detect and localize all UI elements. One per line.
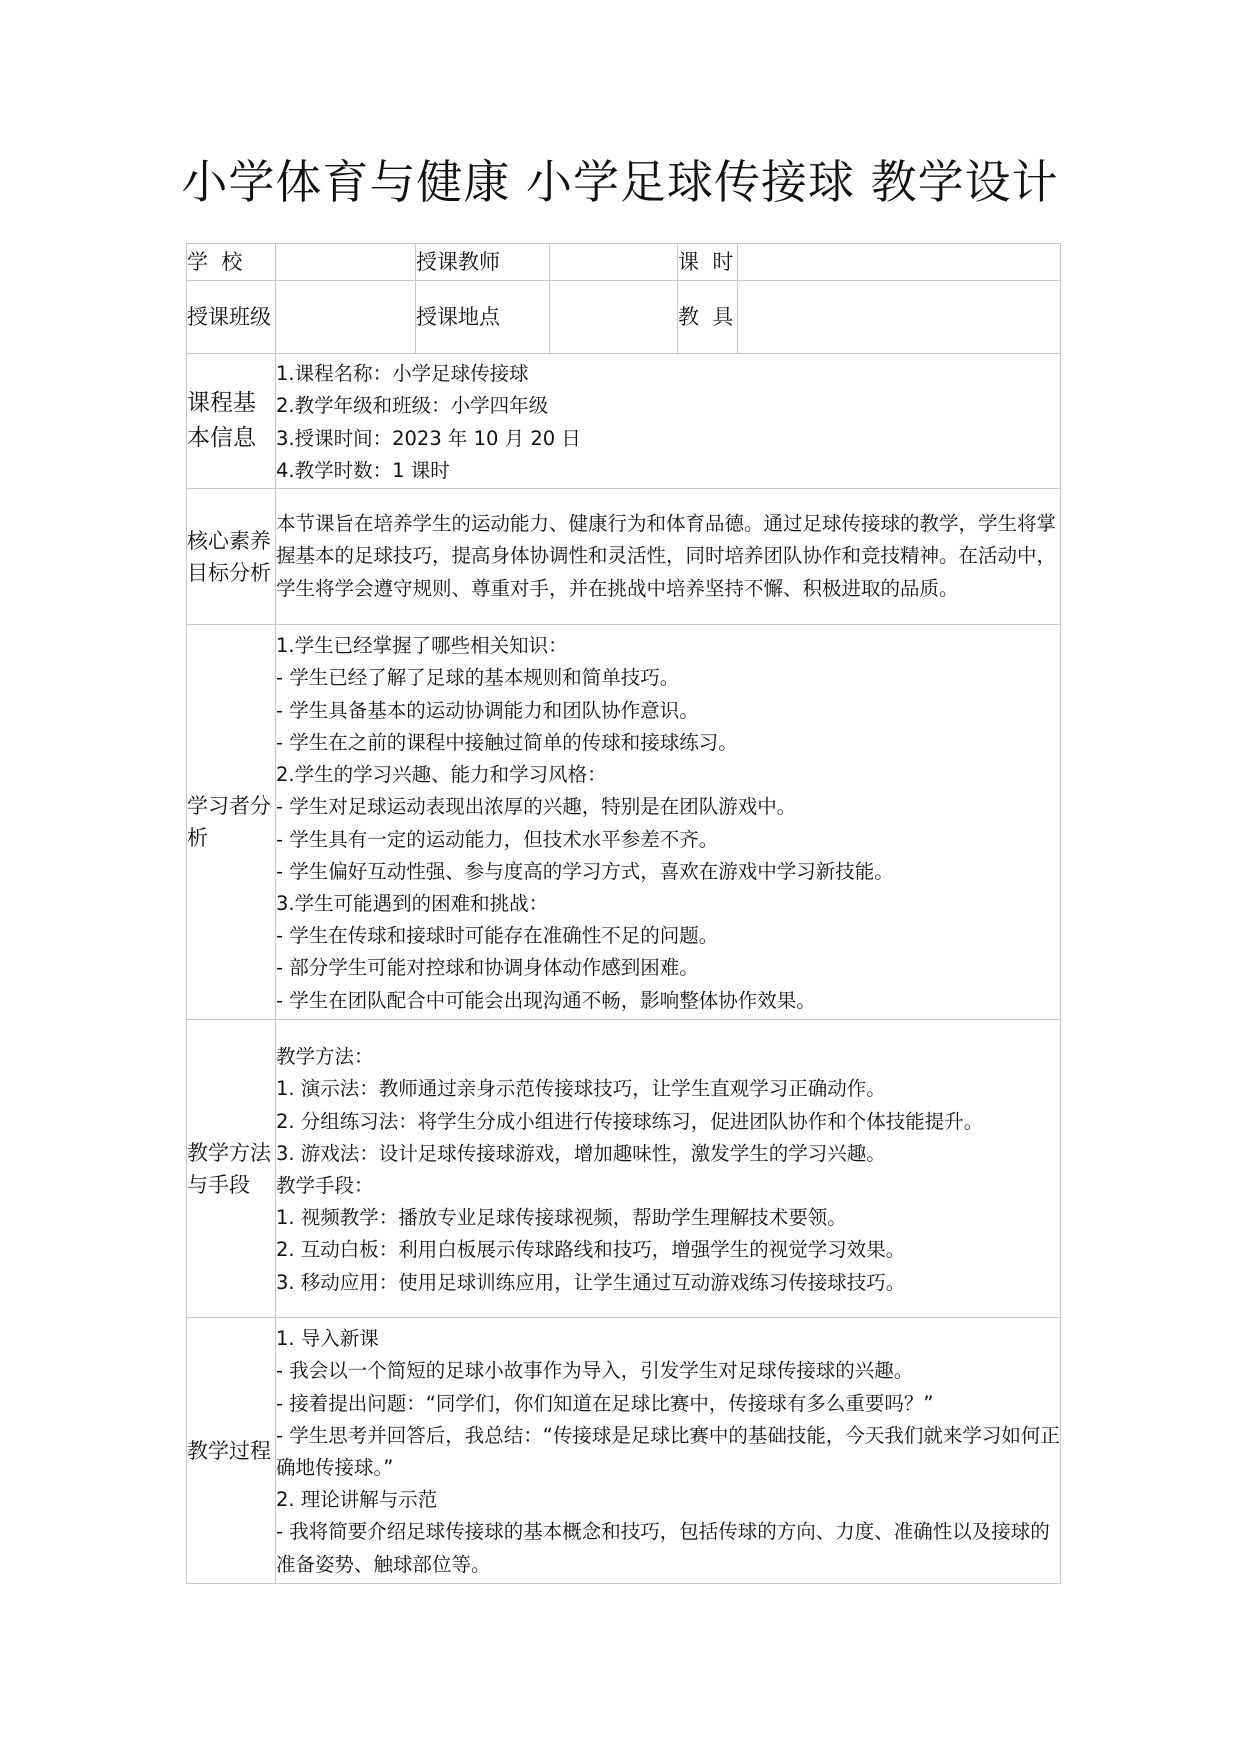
learner-line: - 学生在之前的课程中接触过简单的传球和接球练习。 [276,730,738,754]
basic-info-line: 1.课程名称：小学足球传接球 [276,362,529,386]
class-label: 授课班级 [187,281,276,354]
process-line: - 学生思考并回答后，我总结：“传接球是足球比赛中的基础技能，今天我们就来学习如何正确地传接球。” [276,1423,1060,1479]
process-content [276,1318,1061,1584]
learner-line: - 学生在团队配合中可能会出现沟通不畅，影响整体协作效果。 [276,988,816,1012]
learner-line: - 学生具备基本的运动协调能力和团队协作意识。 [276,698,699,722]
header-row-2 [187,281,1061,354]
learner-line: - 部分学生可能对控球和协调身体动作感到困难。 [276,956,699,980]
location-value [550,281,678,354]
header-row-1 [187,244,1061,281]
lesson-plan-table [186,243,1061,1584]
learner-line: 2.学生的学习兴趣、能力和学习风格： [276,763,607,787]
core-literacy-text: 本节课旨在培养学生的运动能力、健康行为和体育品德。通过足球传接球的教学，学生将掌握基本的足球技巧，提高身体协调性和灵活性，同时培养团队协作和竞技精神。在活动中，学生将学会遵守规则、尊重对手，并在挑战中培养坚持不懈、积极进取的品质。 [276,512,1057,600]
basic-info-line: 4.教学时数：1 课时 [276,458,450,482]
school-label: 学 校 [187,244,276,281]
learner-line: 3.学生可能遇到的困难和挑战： [276,891,549,915]
period-label: 课 时 [678,244,738,281]
period-value [738,244,1061,281]
methods-line: 2. 互动白板：利用白板展示传球路线和技巧，增强学生的视觉学习效果。 [276,1238,906,1262]
learner-line: - 学生在传球和接球时可能存在准确性不足的问题。 [276,924,719,948]
methods-line: 2. 分组练习法：将学生分成小组进行传接球练习，促进团队协作和个体技能提升。 [276,1109,984,1133]
learner-row [187,625,1061,1020]
process-line: - 我会以一个简短的足球小故事作为导入，引发学生对足球传接球的兴趣。 [276,1359,914,1383]
basic-info-label: 课程基本信息 [187,354,276,489]
process-line: 1. 导入新课 [276,1327,379,1351]
school-value [276,244,416,281]
page-title: 小学体育与健康 小学足球传接球 教学设计 [181,155,1059,209]
core-literacy-label: 核心素养目标分析 [187,489,276,625]
basic-info-line: 3.授课时间：2023 年 10 月 20 日 [276,426,581,450]
learner-line: - 学生已经了解了足球的基本规则和简单技巧。 [276,666,680,690]
process-row [187,1318,1061,1584]
learner-content [276,625,1061,1020]
methods-line: 1. 视频教学：播放专业足球传接球视频，帮助学生理解技术要领。 [276,1206,847,1230]
methods-line: 1. 演示法：教师通过亲身示范传接球技巧，让学生直观学习正确动作。 [276,1077,886,1101]
learner-line: - 学生对足球运动表现出浓厚的兴趣，特别是在团队游戏中。 [276,795,797,819]
methods-content [276,1020,1061,1318]
teacher-label: 授课教师 [416,244,550,281]
process-line: - 我将简要介绍足球传接球的基本概念和技巧，包括传球的方向、力度、准确性以及接球的准备姿势、触球部位等。 [276,1520,1050,1576]
basic-info-line: 2.教学年级和班级：小学四年级 [276,394,549,418]
basic-info-content [276,354,1061,489]
methods-row [187,1020,1061,1318]
learner-label: 学习者分析 [187,625,276,1020]
methods-line: 教学方法： [276,1045,374,1069]
basic-info-row [187,354,1061,489]
methods-line: 3. 游戏法：设计足球传接球游戏，增加趣味性，激发学生的学习兴趣。 [276,1141,886,1165]
learner-line: - 学生具有一定的运动能力，但技术水平参差不齐。 [276,827,719,851]
core-literacy-content [276,489,1061,625]
teacher-value [550,244,678,281]
learner-line: - 学生偏好互动性强、参与度高的学习方式，喜欢在游戏中学习新技能。 [276,859,894,883]
methods-label: 教学方法与手段 [187,1020,276,1318]
methods-line: 教学手段： [276,1174,374,1197]
process-label: 教学过程 [187,1318,276,1584]
methods-line: 3. 移动应用：使用足球训练应用，让学生通过互动游戏练习传接球技巧。 [276,1270,906,1294]
process-line: 2. 理论讲解与示范 [276,1488,438,1512]
class-value [276,281,416,354]
process-line: - 接着提出问题：“同学们，你们知道在足球比赛中，传接球有多么重要吗？” [276,1391,934,1415]
tools-value [738,281,1061,354]
tools-label: 教 具 [678,281,738,354]
location-label: 授课地点 [416,281,550,354]
learner-line: 1.学生已经掌握了哪些相关知识： [276,634,568,658]
core-literacy-row [187,489,1061,625]
